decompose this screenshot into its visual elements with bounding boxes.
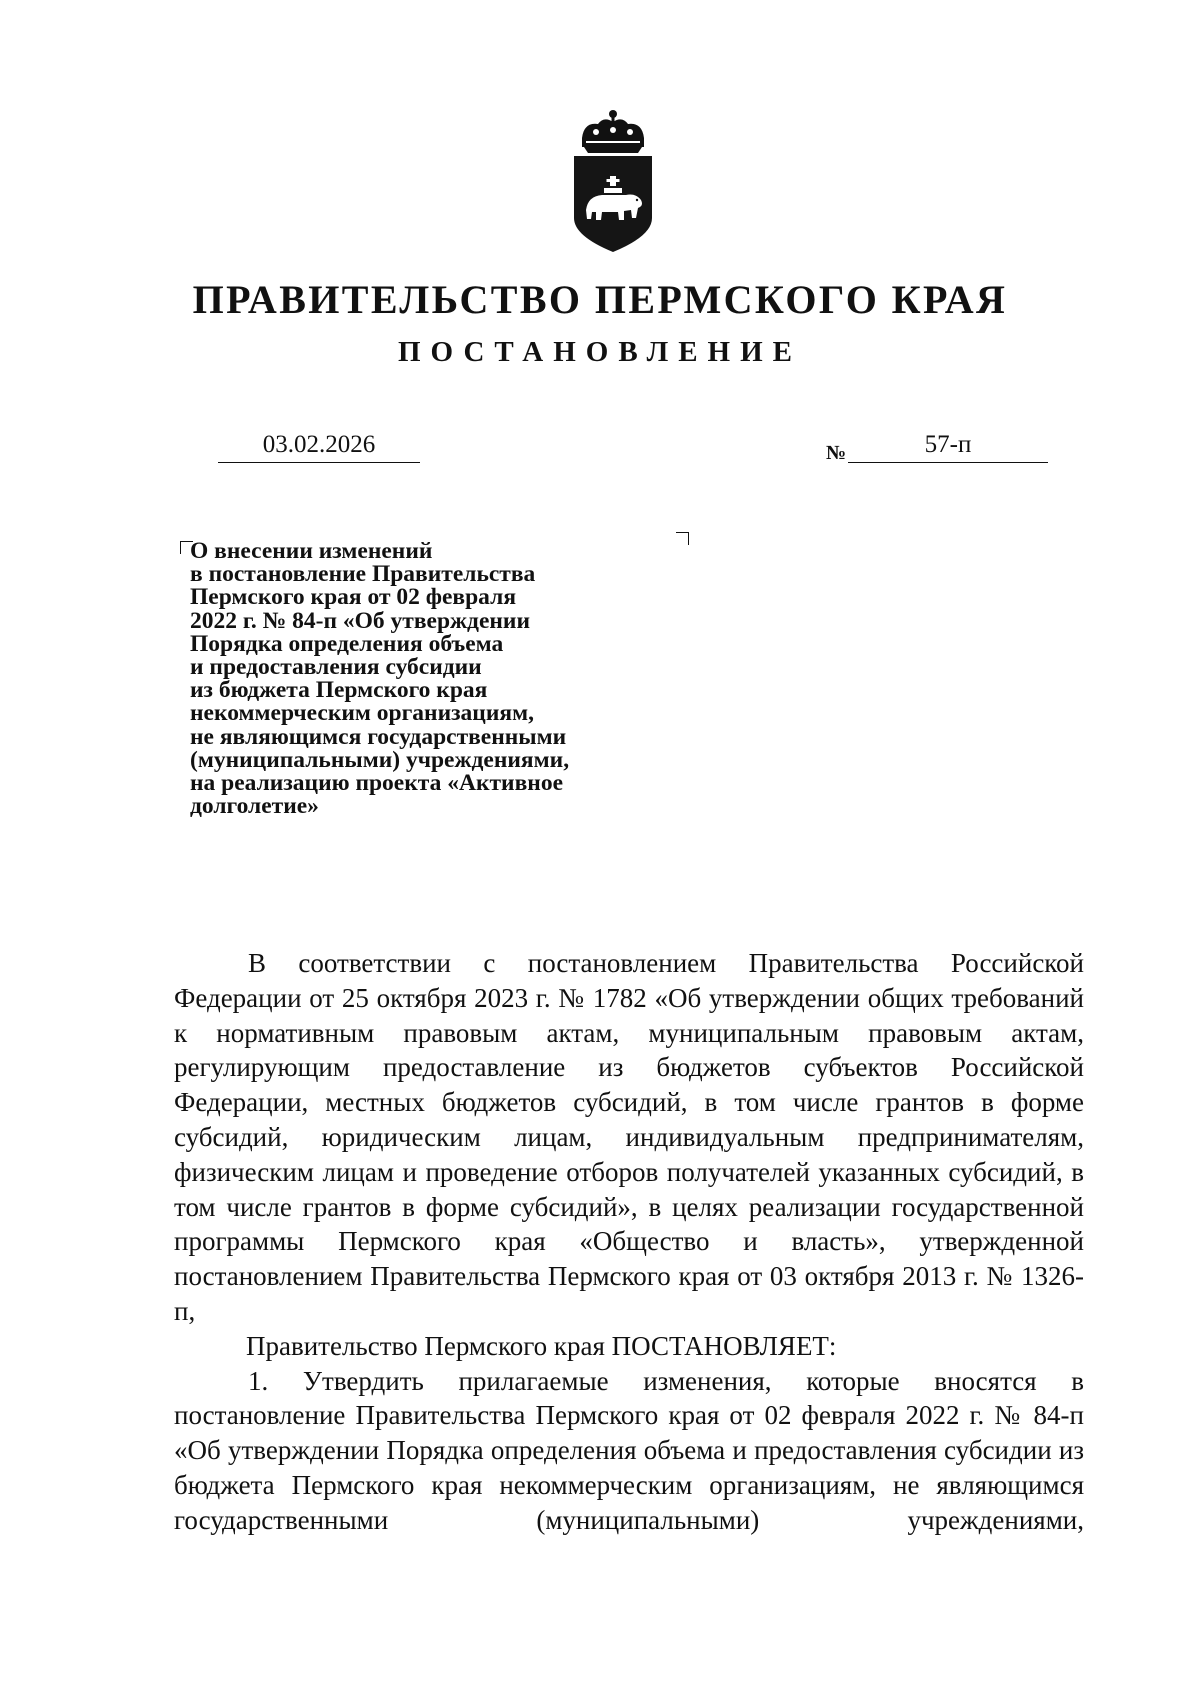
subject-line: и предоставления субсидии <box>190 654 482 681</box>
decree-statement: Правительство Пермского края ПОСТАНОВЛЯЕТ: <box>246 1330 837 1361</box>
subject-corner-right <box>676 532 689 545</box>
document-date: 03.02.2026 <box>218 428 420 463</box>
document-subject <box>190 540 670 818</box>
subject-line: О внесении изменений <box>190 538 433 564</box>
perm-krai-coat-of-arms-icon <box>568 108 658 258</box>
subject-line: некоммерческим организациям, <box>190 700 534 727</box>
subject-line: Порядка определения объема <box>190 630 504 657</box>
number-sign: № <box>826 442 847 464</box>
subject-line: на реализацию проекта «Активное <box>190 770 563 797</box>
subject-line: из бюджета Пермского края <box>190 677 488 704</box>
document-body <box>174 946 1084 1538</box>
preamble-paragraph: В соответствии с постановлением Правительства Российской Федерации от 25 октября 2023 г. № 1782 «Об утверждении общих требований к нормативным правовым актам, муниципальным правовым актам, регулирующим предоставление из бюджетов субъектов Российской Федерации, местных бюджетов субсидий, в том числе грантов в форме субсидий, юридическим лицам, индивидуальным предпринимателям, физическим лицам и проведение отборов получателей указанных субсидий, в том числе грантов в форме субсидий», в целях реализации государственной программы Пермского края «Общество и власть», утвержденной постановлением Правительства Пермского края от 03 октября 2013 г. № 1326-п, <box>174 948 1084 1326</box>
item-1-paragraph: 1. Утвердить прилагаемые изменения, которые вносятся в постановление Правительства Пермского края от 02 февраля 2022 г. № 84-п «Об утверждении Порядка определения объема и предоставления субсидии из бюджета Пермского края некоммерческим организациям, не являющимся государственными (муниципальными) учреждениями, <box>174 1365 1084 1535</box>
document-number: 57-п <box>848 428 1048 463</box>
document-type: ПОСТАНОВЛЕНИЕ <box>397 336 802 368</box>
subject-line: 2022 г. № 84-п «Об утверждении <box>190 607 530 634</box>
subject-line: (муниципальными) учреждениями, <box>190 746 570 773</box>
subject-line: в постановление Правительства <box>190 561 536 588</box>
subject-line: Пермского края от 02 февраля <box>190 584 517 611</box>
subject-line: долголетие» <box>190 793 319 820</box>
organization-title: ПРАВИТЕЛЬСТВО ПЕРМСКОГО КРАЯ <box>192 277 1008 322</box>
subject-line: не являющимся государственными <box>190 723 567 750</box>
